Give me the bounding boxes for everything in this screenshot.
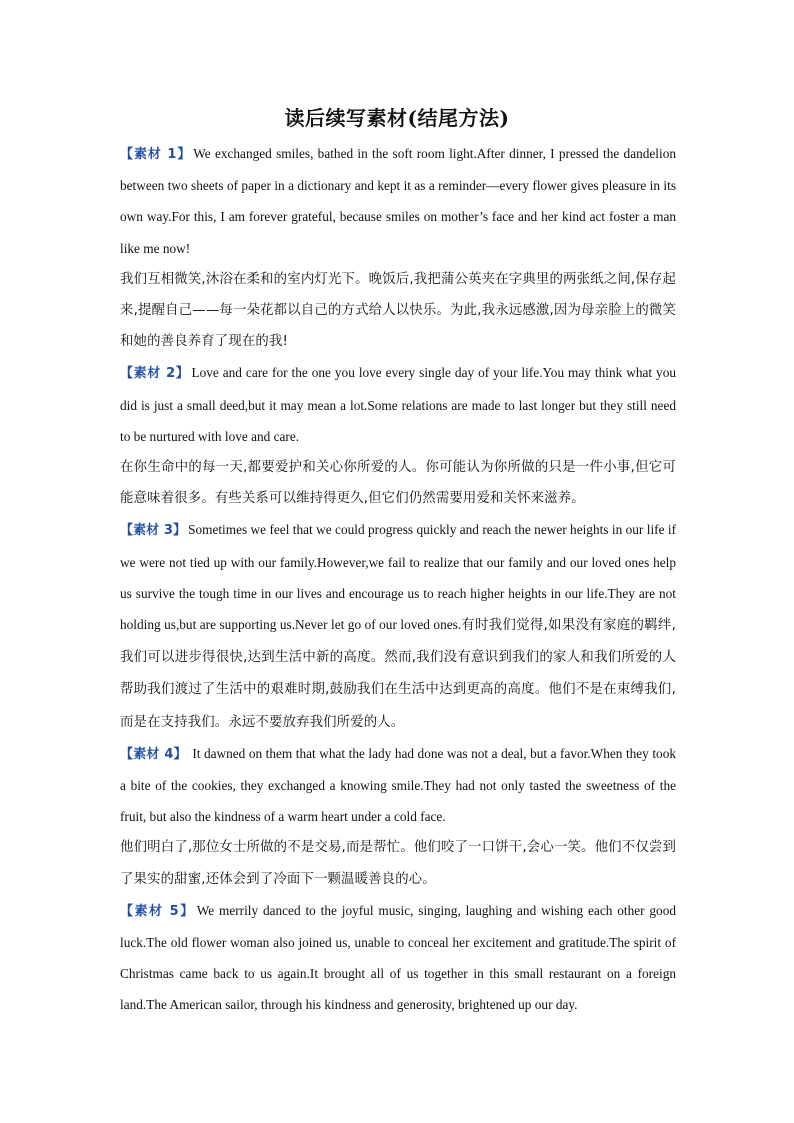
material-1-chinese: 我们互相微笑,沐浴在柔和的室内灯光下。晚饭后,我把蒲公英夹在字典里的两张纸之间,保存起来,提醒自己——每一朵花都以自己的方式给人以快乐。为此,我永远感激,因为母亲脸上的微笑和她的善良养育了现在的我! bbox=[120, 271, 676, 350]
material-4-tag: 【素材 4】 bbox=[120, 746, 187, 762]
material-2-english bbox=[120, 357, 676, 452]
material-5-english bbox=[120, 895, 676, 1021]
material-4-chinese: 他们明白了,那位女士所做的不是交易,而是帮忙。他们咬了一口饼干,会心一笑。他们不仅尝到了果实的甜蜜,还体会到了冷面下一颗温暖善良的心。 bbox=[120, 840, 676, 887]
document-body bbox=[120, 138, 676, 1021]
material-5-tag: 【素材 5】 bbox=[120, 903, 195, 919]
material-3-tag: 【素材 3】 bbox=[120, 523, 187, 539]
material-1-en-text: We exchanged smiles, bathed in the soft room light.After dinner, I pressed the dandelion between two sheets of paper in a dictionary and kept it as a reminder—every flower gives pleasure in its own way.For this, I am forever grateful, because smiles on mother’s face and her kind act foster a man like me now! bbox=[120, 146, 676, 256]
material-4-english bbox=[120, 738, 676, 833]
material-5-en-text: We merrily danced to the joyful music, singing, laughing and wishing each other good luck.The old flower woman also joined us, unable to conceal her excitement and gratitude.The spirit of Christmas came back to us again.It brought all of us together in this small restaurant on a foreign land.The American sailor, through his kindness and generosity, brightened up our day. bbox=[120, 902, 676, 1013]
material-2-en-text: Love and care for the one you love every single day of your life.You may think what you did is just a small deed,but it may mean a lot.Some relations are made to last longer but they still need to be nurtured with love and care. bbox=[120, 365, 676, 444]
material-2-tag: 【素材 2】 bbox=[120, 366, 190, 382]
material-3-paragraph bbox=[120, 514, 676, 737]
material-3-en-text: Sometimes we feel that we could progress quickly and reach the newer heights in our life if we were not tied up with our family.However,we fail to realize that our family and our loved ones help us survive the tough time in our lives and encourage us to reach higher heights in our life.They are not holding us,but are supporting us.Never let go of our loved ones. bbox=[120, 522, 676, 633]
material-4-en-text: It dawned on them that what the lady had done was not a deal, but a favor.When they took a bite of the cookies, they exchanged a knowing smile.They had not only tasted the sweetness of the fruit, but also the kindness of a warm heart under a cold face. bbox=[120, 745, 676, 825]
material-1-english bbox=[120, 138, 676, 264]
material-1-tag: 【素材 1】 bbox=[120, 147, 192, 162]
material-2-chinese: 在你生命中的每一天,都要爱护和关心你所爱的人。你可能认为你所做的只是一件小事,但它可能意味着很多。有些关系可以维持得更久,但它们仍然需要用爱和关怀来滋养。 bbox=[120, 460, 676, 507]
document-title: 读后续写素材(结尾方法) bbox=[284, 106, 510, 130]
material-3-zh-text: 有时我们觉得,如果没有家庭的羁绊,我们可以进步得很快,达到生活中新的高度。然而,我们没有意识到我们的家人和我们所爱的人帮助我们渡过了生活中的艰难时期,鼓励我们在生活中达到更高的高度。他们不是在束缚我们,而是在支持我们。永远不要放弃我们所爱的人。 bbox=[120, 618, 676, 730]
